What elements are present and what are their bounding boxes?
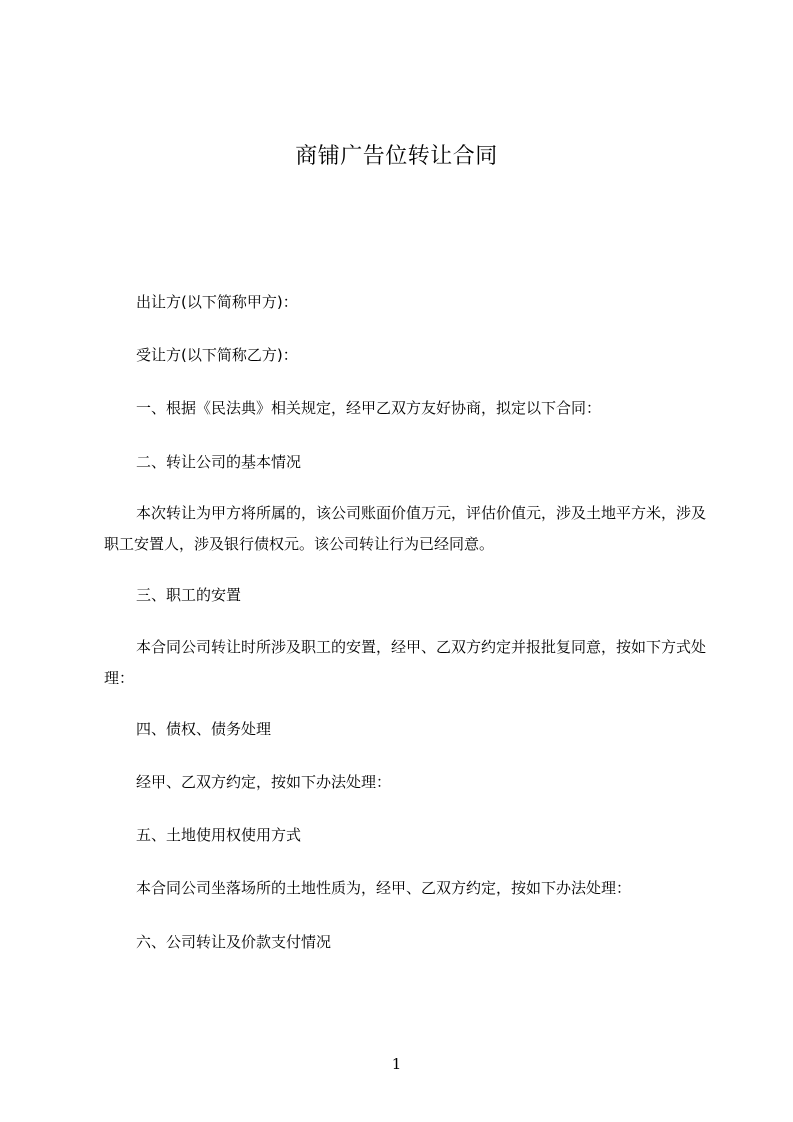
section-1-text: 一、根据《民法典》相关规定，经甲乙双方友好协商，拟定以下合同： <box>136 399 602 417</box>
section-6-heading: 六、公司转让及价款支付情况 <box>136 933 332 951</box>
party-b-line: 受让方(以下简称乙方)： <box>136 346 298 364</box>
section-5-body: 本合同公司坐落场所的土地性质为，经甲、乙双方约定，按如下办法处理： <box>136 879 632 897</box>
section-3-body: 本合同公司转让时所涉及职工的安置，经甲、乙双方约定并报批复同意，按如下方式处理： <box>104 638 707 687</box>
section-2-heading: 二、转让公司的基本情况 <box>136 453 302 471</box>
section-4-heading: 四、债权、债务处理 <box>136 720 272 738</box>
section-4-body: 经甲、乙双方约定，按如下办法处理： <box>136 773 392 791</box>
party-a-line: 出让方(以下简称甲方)： <box>136 293 298 311</box>
section-5-heading: 五、土地使用权使用方式 <box>136 826 302 844</box>
section-3-heading: 三、职工的安置 <box>136 586 242 604</box>
document-title: 商铺广告位转让合同 <box>295 144 498 169</box>
section-2-body: 本次转让为甲方将所属的，该公司账面价值万元，评估价值元，涉及土地平方米，涉及职工安置人，涉及银行债权元。该公司转让行为已经同意。 <box>104 504 707 553</box>
page-number: 1 <box>391 1055 402 1073</box>
